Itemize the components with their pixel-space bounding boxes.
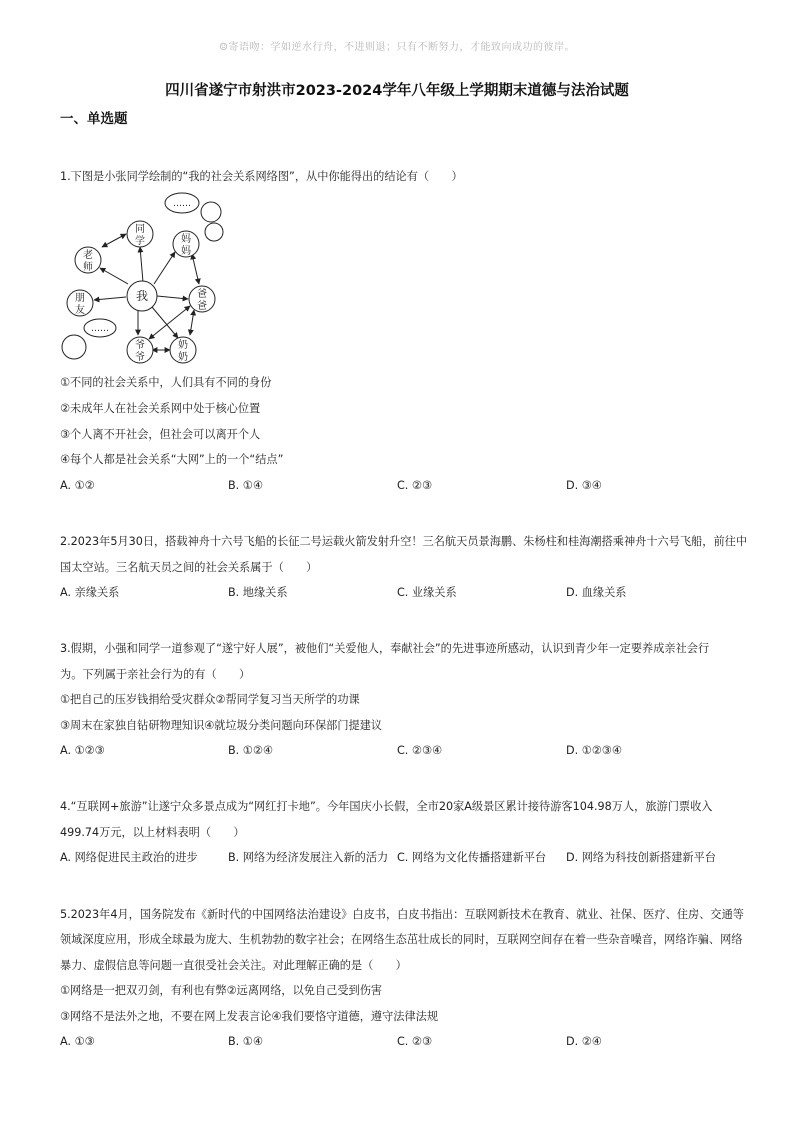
node-empty-top-2 (205, 223, 223, 241)
q5-option-c[interactable]: C. ②③ (397, 1035, 432, 1048)
q2-option-d[interactable]: D. 血缘关系 (566, 586, 627, 599)
label-mom-2: 妈 (181, 246, 191, 257)
arrow-me-teacher (100, 268, 128, 284)
question-5-stem-line-2: 领域深度应用，形成全球最为庞大、生机勃勃的数字社会；在网络生态茁壮成长的同时，互联网空间存在着一些杂音噪音，网络诈骗、网络 (60, 933, 743, 946)
question-5-stem-line-3: 暴力、虚假信息等问题一直很受社会关注。对此理解正确的是（ ） (60, 959, 407, 972)
question-2-stem-line-1: 2.2023年5月30日，搭载神舟十六号飞船的长征二号运载火箭发射升空！三名航天员景海鹏、朱杨柱和桂海潮搭乘神舟十六号飞船，前往中 (60, 535, 748, 548)
header-motto: ☺寄语吻：学如逆水行舟，不进则退；只有不断努力，才能致向成功的彼岸。 (219, 42, 575, 53)
label-ellipsis-left: …… (91, 324, 109, 334)
label-mom-1: 妈 (181, 234, 191, 245)
q3-statement-1: ①把自己的压岁钱捐给受灾群众②帮同学复习当天所学的功课 (60, 693, 360, 706)
q1-statement-2: ②未成年人在社会关系网中处于核心位置 (60, 402, 261, 415)
q3-option-b[interactable]: B. ①②④ (228, 744, 273, 757)
q1-option-c[interactable]: C. ②③ (397, 479, 432, 492)
arrow-me-classmate (140, 247, 143, 282)
q1-option-a[interactable]: A. ①② (60, 479, 95, 492)
label-dad-1: 爸 (197, 289, 207, 300)
q5-statement-1: ①网络是一把双刃剑，有利也有弊②远离网络，以免自己受到伤害 (60, 984, 383, 997)
label-teacher-1: 老 (83, 250, 93, 261)
arrow-classmate-teacher (102, 234, 126, 247)
question-2-stem-line-2: 国太空站。三名航天员之间的社会关系属于（ ） (60, 561, 318, 574)
social-relation-diagram (56, 192, 226, 367)
label-classmate-1: 同 (135, 224, 145, 235)
q4-option-d[interactable]: D. 网络为科技创新搭建新平台 (566, 851, 716, 864)
arrow-me-friend (94, 297, 126, 300)
q4-option-b[interactable]: B. 网络为经济发展注入新的活力 (228, 851, 389, 864)
label-me: 我 (135, 289, 149, 303)
q5-option-b[interactable]: B. ①④ (228, 1035, 263, 1048)
q2-option-c[interactable]: C. 业缘关系 (397, 586, 457, 599)
section-heading: 一、单选题 (60, 111, 128, 127)
q3-option-a[interactable]: A. ①②③ (60, 744, 105, 757)
q1-statement-3: ③个人离不开社会，但社会可以离开个人 (60, 428, 261, 441)
node-empty-left (62, 335, 86, 359)
node-empty-top (201, 202, 221, 222)
label-friend-1: 朋 (75, 293, 85, 304)
label-ellipsis-top: …… (173, 199, 191, 209)
question-3-stem-line-2: 为。下列属于亲社会行为的有（ ） (60, 668, 251, 681)
label-dad-2: 爸 (197, 301, 207, 312)
arrow-me-dad (157, 296, 188, 299)
label-grandpa-2: 爷 (135, 352, 145, 363)
arrow-mom-dad (192, 254, 199, 284)
q5-option-a[interactable]: A. ①③ (60, 1035, 95, 1048)
question-4-stem-line-2: 499.74万元，以上材料表明（ ） (60, 826, 245, 839)
q3-statement-2: ③周末在家独自钻研物理知识④就垃圾分类问题向环保部门提建议 (60, 719, 383, 732)
question-1-stem: 1.下图是小张同学绘制的“我的社会关系网络图”，从中你能得出的结论有（ ） (60, 170, 463, 183)
q2-option-a[interactable]: A. 亲缘关系 (60, 586, 120, 599)
q1-statement-4: ④每个人都是社会关系“大网”上的一个“结点” (60, 453, 284, 466)
q5-statement-2: ③网络不是法外之地，不要在网上发表言论④我们要恪守道德，遵守法律法规 (60, 1010, 439, 1023)
arrow-dad-grandma (190, 310, 194, 335)
question-3-stem-line-1: 3.假期，小强和同学一道参观了“遂宁好人展”，被他们“关爱他人，奉献社会”的先进事迹所感动，认识到青少年一定要养成亲社会行 (60, 642, 710, 655)
q3-option-d[interactable]: D. ①②③④ (566, 744, 622, 757)
label-friend-2: 友 (75, 305, 85, 316)
label-grandma-1: 奶 (178, 340, 188, 351)
question-4-stem-line-1: 4.“互联网+旅游”让遂宁众多景点成为“网红打卡地”。今年国庆小长假，全市20家A级景区累计接待游客104.98万人，旅游门票收入 (60, 800, 713, 813)
label-grandma-2: 奶 (178, 352, 188, 363)
arrow-me-mom (154, 252, 175, 284)
q1-statement-1: ①不同的社会关系中，人们具有不同的身份 (60, 376, 272, 389)
q2-option-b[interactable]: B. 地缘关系 (228, 586, 288, 599)
q3-option-c[interactable]: C. ②③④ (397, 744, 443, 757)
question-5-stem-line-1: 5.2023年4月，国务院发布《新时代的中国网络法治建设》白皮书，白皮书指出：互联网新技术在教育、就业、社保、医疗、住房、交通等 (60, 908, 744, 921)
label-classmate-2: 学 (135, 236, 145, 247)
label-grandpa-1: 爷 (135, 340, 145, 351)
q4-option-a[interactable]: A. 网络促进民主政治的进步 (60, 851, 198, 864)
q4-option-c[interactable]: C. 网络为文化传播搭建新平台 (397, 851, 547, 864)
label-teacher-2: 师 (83, 262, 93, 273)
q5-option-d[interactable]: D. ②④ (566, 1035, 602, 1048)
page-title: 四川省遂宁市射洪市2023-2024学年八年级上学期期末道德与法治试题 (165, 83, 629, 99)
q1-option-d[interactable]: D. ③④ (566, 479, 602, 492)
q1-option-b[interactable]: B. ①④ (228, 479, 263, 492)
